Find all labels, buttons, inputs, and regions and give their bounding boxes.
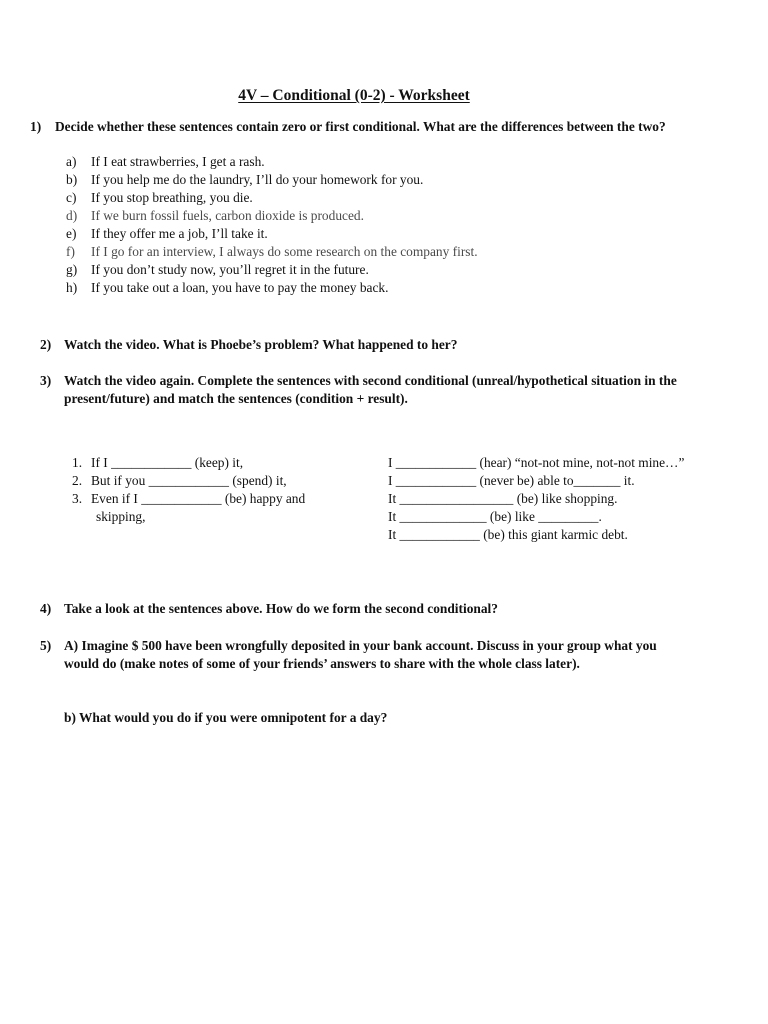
condition-number: 3. — [72, 491, 83, 506]
list-item — [66, 261, 686, 279]
list-item-label: d) — [66, 208, 78, 223]
condition-list — [72, 454, 357, 526]
list-item — [66, 153, 686, 171]
result-item: I ____________ (hear) “not-not mine, not-not mine…” — [388, 455, 685, 470]
list-item — [66, 171, 686, 189]
condition-text: Even if I ____________ (be) happy and — [91, 491, 306, 506]
question-3-number: 3) — [40, 373, 52, 388]
list-item — [66, 243, 686, 261]
condition-text-wrapper — [91, 490, 357, 526]
worksheet-title: 4V – Conditional (0-2) - Worksheet — [238, 87, 470, 104]
list-item — [66, 189, 686, 207]
list-item-label: a) — [66, 154, 77, 169]
question-5-number: 5) — [40, 638, 52, 653]
list-item — [66, 207, 686, 225]
list-item-text: If we burn fossil fuels, carbon dioxide is produced. — [91, 208, 364, 223]
list-item — [72, 454, 357, 472]
list-item-text: If I go for an interview, I always do some research on the company first. — [91, 244, 478, 259]
list-item — [66, 279, 686, 297]
question-1-number: 1) — [30, 119, 42, 134]
list-item-label: f) — [66, 244, 75, 259]
question-2-number: 2) — [40, 337, 52, 352]
result-list — [388, 454, 688, 544]
question-4 — [40, 600, 680, 618]
question-5b-text: b) What would you do if you were omnipotent for a day? — [64, 710, 388, 725]
question-4-text: Take a look at the sentences above. How do we form the second conditional? — [64, 601, 498, 616]
question-4-number: 4) — [40, 601, 52, 616]
list-item-label: e) — [66, 226, 77, 241]
list-item — [72, 472, 357, 490]
question-1 — [30, 118, 670, 136]
result-item: It _____________ (be) like _________. — [388, 509, 602, 524]
question-1-text: Decide whether these sentences contain zero or first conditional. What are the differences between the two? — [55, 119, 666, 134]
question-2 — [40, 336, 680, 354]
list-item-label: g) — [66, 262, 78, 277]
condition-text-continuation: skipping, — [96, 509, 146, 524]
list-item-label: h) — [66, 280, 78, 295]
list-item-label: c) — [66, 190, 77, 205]
question-5-text: A) Imagine $ 500 have been wrongfully deposited in your bank account. Discuss in your group what you would do (make notes of some of your friends’ answers to share with the whole class later). — [64, 638, 657, 671]
result-item: It ____________ (be) this giant karmic debt. — [388, 527, 628, 542]
list-item-text: If you don’t study now, you’ll regret it in the future. — [91, 262, 369, 277]
result-item: I ____________ (never be) able to_______ it. — [388, 473, 635, 488]
condition-text: If I ____________ (keep) it, — [91, 455, 244, 470]
list-item-text: If you help me do the laundry, I’ll do your homework for you. — [91, 172, 424, 187]
condition-number: 2. — [72, 473, 83, 488]
result-item: It _________________ (be) like shopping. — [388, 491, 618, 506]
list-item-text: If you take out a loan, you have to pay the money back. — [91, 280, 389, 295]
list-item-text: If you stop breathing, you die. — [91, 190, 253, 205]
list-item — [72, 490, 357, 526]
question-1-sentence-list — [66, 153, 686, 297]
question-3-text: Watch the video again. Complete the sentences with second conditional (unreal/hypothetical situation in the present/future) and match the sentences (condition + result). — [64, 373, 677, 406]
question-2-text: Watch the video. What is Phoebe’s problem? What happened to her? — [64, 337, 458, 352]
list-item-text: If I eat strawberries, I get a rash. — [91, 154, 265, 169]
list-item-label: b) — [66, 172, 78, 187]
question-5 — [40, 637, 680, 673]
list-item — [66, 225, 686, 243]
list-item-text: If they offer me a job, I’ll take it. — [91, 226, 268, 241]
question-3 — [40, 372, 680, 408]
condition-number: 1. — [72, 455, 83, 470]
condition-text: But if you ____________ (spend) it, — [91, 473, 287, 488]
